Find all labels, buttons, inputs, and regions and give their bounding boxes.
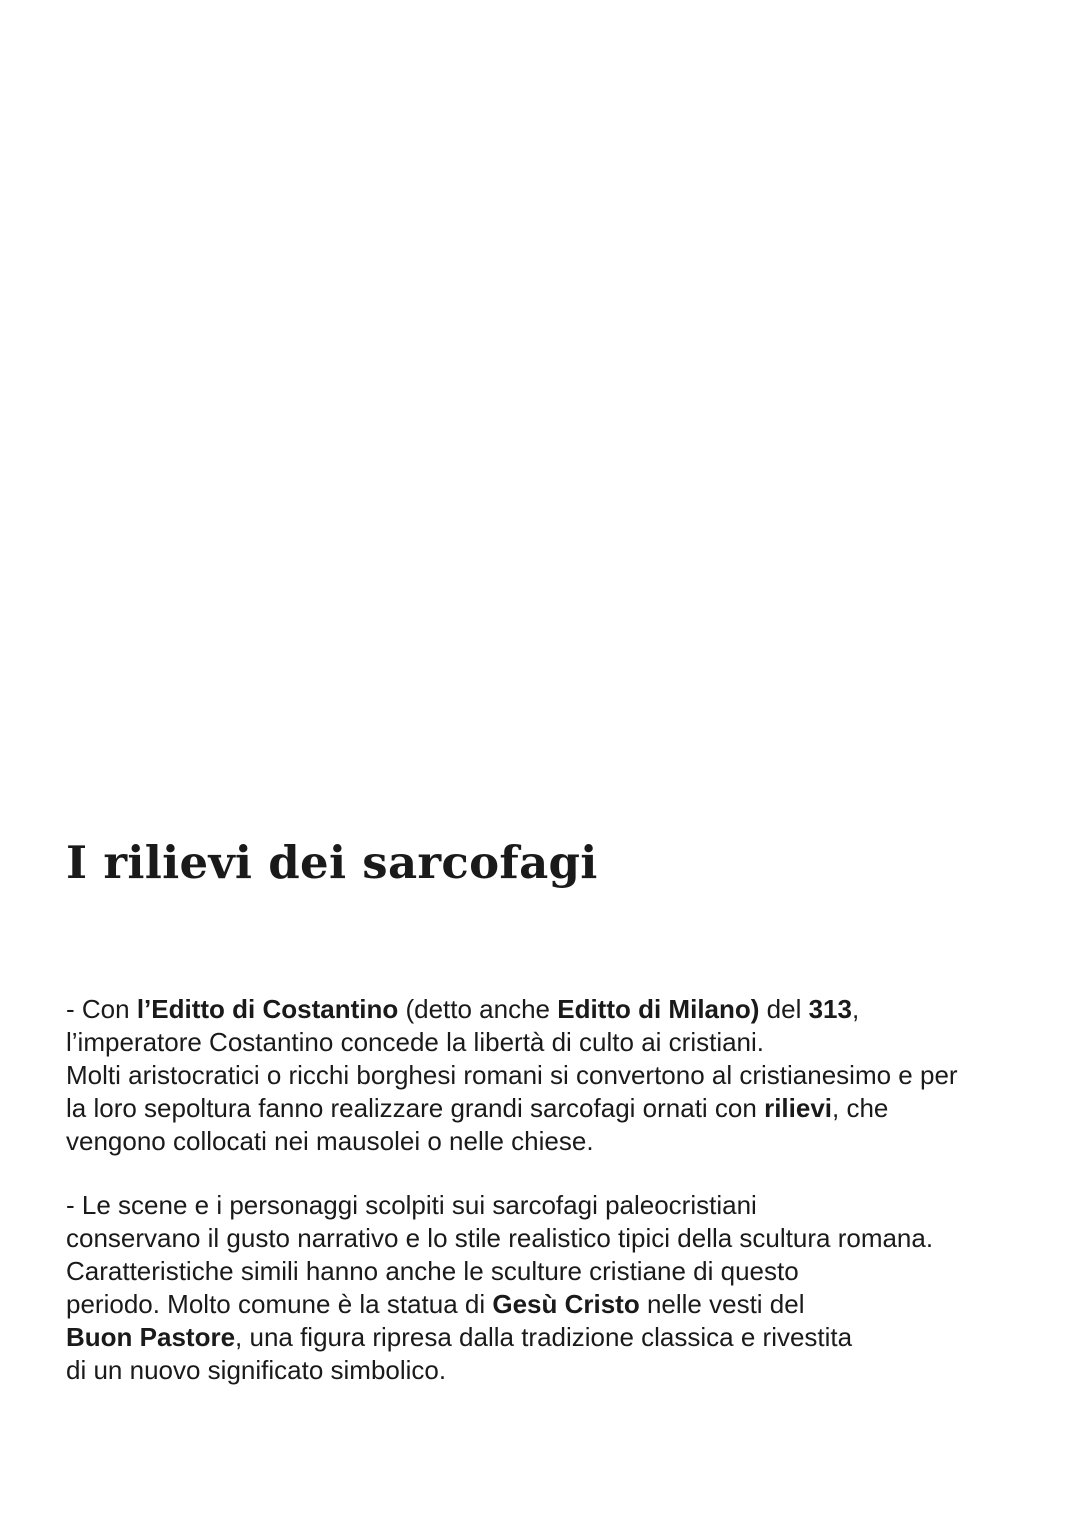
text-line: vengono collocati nei mausolei o nelle chiese. bbox=[66, 1126, 594, 1156]
paragraph-sculptures bbox=[66, 1189, 1026, 1387]
bold-term: Gesù Cristo bbox=[492, 1289, 640, 1319]
bold-term: 313 bbox=[808, 994, 852, 1024]
text-line: Molti aristocratici o ricchi borghesi romani si convertono al cristianesimo e per bbox=[66, 1060, 958, 1090]
bold-term: Editto di Milano) bbox=[557, 994, 760, 1024]
text-run: nelle vesti del bbox=[639, 1289, 805, 1319]
text-line: l’imperatore Costantino concede la libertà di culto ai cristiani. bbox=[66, 1027, 765, 1057]
text-run: periodo. Molto comune è la statua di bbox=[66, 1289, 493, 1319]
text-run: , che bbox=[832, 1093, 889, 1123]
bold-term: rilievi bbox=[764, 1093, 833, 1123]
text-run: , bbox=[851, 994, 860, 1024]
page-title: I rilievi dei sarcofagi bbox=[66, 836, 598, 889]
text-line: Caratteristiche simili hanno anche le sculture cristiane di questo bbox=[66, 1256, 799, 1286]
text-line bbox=[66, 1092, 1026, 1125]
paragraph-edict bbox=[66, 993, 1026, 1158]
text-run: , una figura ripresa dalla tradizione classica e rivestita bbox=[235, 1322, 853, 1352]
text-run: - Con bbox=[66, 994, 137, 1024]
text-line bbox=[66, 1321, 1026, 1354]
bold-term: Buon Pastore bbox=[66, 1322, 236, 1352]
text-line bbox=[66, 993, 1026, 1026]
text-line: di un nuovo significato simbolico. bbox=[66, 1355, 447, 1385]
text-run: la loro sepoltura fanno realizzare grandi sarcofagi ornati con bbox=[66, 1093, 765, 1123]
text-run: del bbox=[759, 994, 809, 1024]
text-line: - Le scene e i personaggi scolpiti sui sarcofagi paleocristiani bbox=[66, 1190, 757, 1220]
bold-term: l’Editto di Costantino bbox=[136, 994, 399, 1024]
text-line bbox=[66, 1288, 1026, 1321]
text-run: (detto anche bbox=[398, 994, 558, 1024]
text-line: conservano il gusto narrativo e lo stile realistico tipici della scultura romana. bbox=[66, 1223, 934, 1253]
